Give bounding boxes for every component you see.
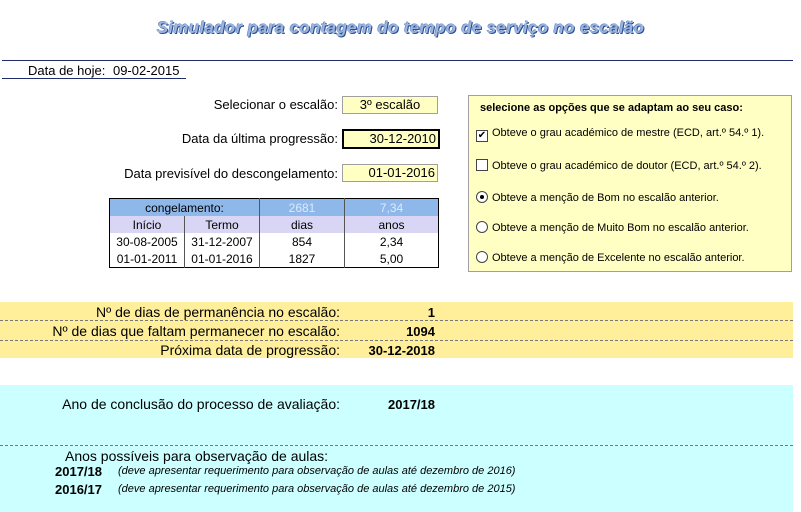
- option-bom[interactable]: [476, 191, 719, 205]
- col-dias: dias: [260, 216, 345, 233]
- option-doutor-label: Obteve o grau académico de doutor (ECD, art.º 54.º 2).: [492, 160, 762, 172]
- row-termo: 31-12-2007: [185, 233, 260, 250]
- ultima-progressao-input[interactable]: 30-12-2010: [342, 129, 440, 149]
- row-termo: 01-01-2016: [185, 250, 260, 268]
- title-divider: [2, 60, 793, 61]
- results-divider: [0, 340, 793, 341]
- escalao-label: Selecionar o escalão:: [213, 97, 338, 112]
- congelamento-table: [109, 198, 439, 268]
- options-title: selecione as opções que se adaptam ao seu caso:: [480, 102, 743, 114]
- congelamento-header-label: congelamento:: [110, 199, 260, 217]
- option-mestre[interactable]: [476, 126, 764, 140]
- today-date-underline: [2, 78, 186, 79]
- descongelamento-value: 01-01-2016: [368, 165, 435, 180]
- congelamento-total-anos: 7,34: [345, 199, 439, 217]
- row-anos: 5,00: [379, 251, 404, 266]
- row-dias: 1827: [260, 250, 345, 268]
- option-mestre-label: Obteve o grau académico de mestre (ECD, art.º 54.º 1).: [492, 127, 765, 139]
- col-inicio: Início: [110, 216, 185, 233]
- table-row: [110, 250, 439, 268]
- row-inicio: 01-01-2011: [110, 250, 185, 268]
- today-date: [28, 63, 179, 78]
- aulas-title: Anos possíveis para observação de aulas:: [65, 448, 329, 464]
- dias-faltam-value: 1094: [406, 324, 435, 339]
- descongelamento-input[interactable]: [342, 164, 438, 182]
- congelamento-total-dias: 2681: [260, 199, 345, 217]
- proxima-data-label: Próxima data de progressão:: [160, 342, 340, 358]
- row-dias: 854: [260, 233, 345, 250]
- congelamento-header-row: [110, 199, 439, 217]
- option-muito-bom[interactable]: [476, 221, 749, 235]
- checkbox-unchecked-icon[interactable]: [476, 159, 488, 171]
- radio-unselected-icon[interactable]: [476, 221, 488, 233]
- col-anos: anos: [345, 216, 439, 233]
- dias-permanencia-label: Nº de dias de permanência no escalão:: [95, 304, 340, 320]
- today-date-value: 09-02-2015: [112, 63, 180, 78]
- col-termo: Termo: [185, 216, 260, 233]
- options-panel: [468, 95, 792, 272]
- avaliacao-label: Ano de conclusão do processo de avaliação:: [62, 396, 340, 412]
- results-divider: [0, 320, 793, 321]
- option-muito-bom-label: Obteve a menção de Muito Bom no escalão anterior.: [492, 222, 749, 234]
- radio-unselected-icon[interactable]: [476, 251, 488, 263]
- aulas-note: (deve apresentar requerimento para observação de aulas até dezembro de 2015): [118, 483, 516, 495]
- aulas-year: 2016/17: [55, 482, 102, 497]
- escalao-select[interactable]: 3º escalão: [342, 96, 438, 114]
- descongelamento-label: Data previsível do descongelamento:: [124, 166, 338, 181]
- row-inicio: 30-08-2005: [110, 233, 185, 250]
- congelamento-columns-row: [110, 216, 439, 233]
- option-excelente-label: Obteve a menção de Excelente no escalão anterior.: [492, 252, 745, 264]
- ultima-progressao-label: Data da última progressão:: [181, 131, 338, 146]
- radio-selected-icon[interactable]: [476, 191, 488, 203]
- dias-permanencia-value: 1: [427, 305, 435, 320]
- table-row: [110, 233, 439, 250]
- proxima-data-value: 30-12-2018: [368, 343, 435, 358]
- aulas-note: (deve apresentar requerimento para observação de aulas até dezembro de 2016): [118, 465, 516, 477]
- checkbox-checked-icon[interactable]: ✔: [477, 130, 487, 141]
- avaliacao-value: 2017/18: [388, 397, 435, 412]
- option-bom-label: Obteve a menção de Bom no escalão anterior.: [492, 192, 719, 204]
- avaliacao-band: [0, 385, 793, 445]
- dias-faltam-label: Nº de dias que faltam permanecer no escalão:: [52, 323, 340, 339]
- page-title: Simulador para contagem do tempo de serviço no escalão: [156, 18, 645, 37]
- option-excelente[interactable]: [476, 251, 745, 265]
- today-date-label: Data de hoje:: [28, 63, 106, 78]
- option-doutor[interactable]: [476, 159, 762, 173]
- row-anos: 2,34: [379, 234, 404, 249]
- aulas-year: 2017/18: [55, 464, 102, 479]
